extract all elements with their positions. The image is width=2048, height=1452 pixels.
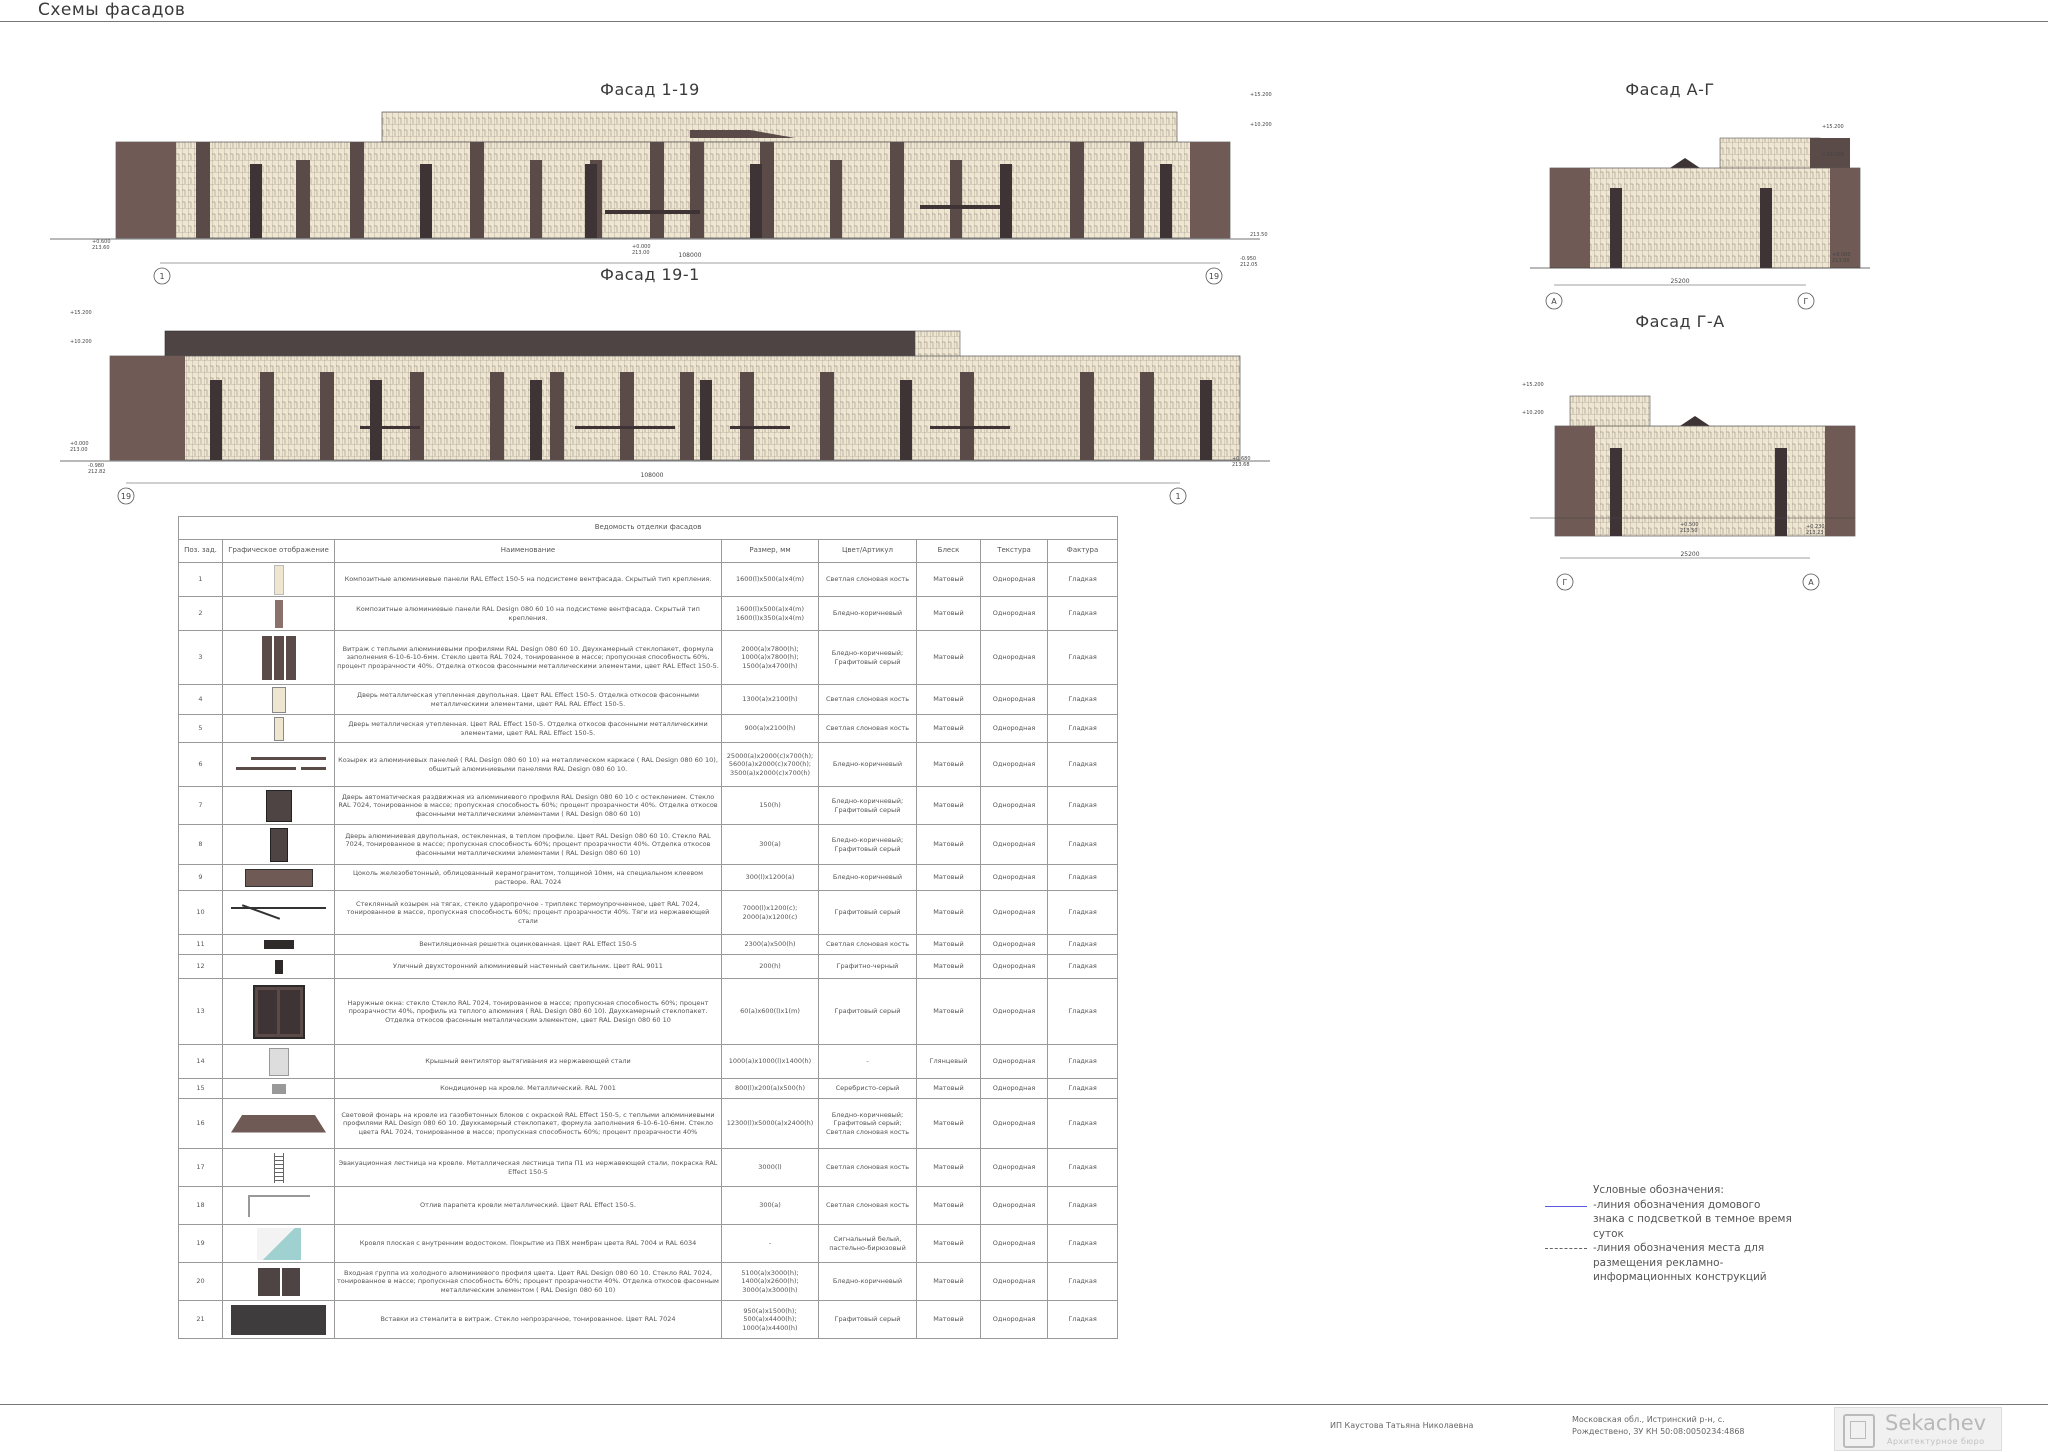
row-finish: Гладкая	[1048, 1225, 1118, 1263]
table-header: Блеск	[917, 540, 981, 563]
row-position: 8	[179, 825, 223, 865]
facade-g-a-level: 213.50	[1680, 528, 1698, 534]
row-texture: Однородная	[981, 979, 1048, 1045]
row-position: 9	[179, 865, 223, 891]
row-position: 20	[179, 1263, 223, 1301]
finish-swatch-icon	[225, 1195, 332, 1217]
table-row	[179, 935, 1118, 955]
sheet-title: Схемы фасадов	[38, 0, 186, 20]
row-gloss: Матовый	[917, 825, 981, 865]
finish-swatch-icon	[225, 960, 332, 974]
row-size: 200(h)	[722, 955, 819, 979]
row-finish: Гладкая	[1048, 1263, 1118, 1301]
facade-19-1-level: 213.00	[70, 447, 88, 453]
row-size: 2000(a)х7800(h); 1000(a)х7800(h); 1500(a)х4700(h)	[722, 631, 819, 685]
row-graphic	[223, 1149, 335, 1187]
row-texture: Однородная	[981, 631, 1048, 685]
row-gloss: Матовый	[917, 1263, 981, 1301]
finish-swatch-icon	[225, 1305, 332, 1335]
facade-g-a-level: +0.500	[1680, 522, 1699, 528]
facade-g-a-level: +10.200	[1522, 410, 1544, 416]
row-size: 25000(a)х2000(c)х700(h); 5600(a)х2000(c)х700(h); 3500(a)х2000(c)х700(h)	[722, 743, 819, 787]
row-size: 60(a)х600(l)х1(m)	[722, 979, 819, 1045]
table-row	[179, 1187, 1118, 1225]
row-size: 300(l)х1200(a)	[722, 865, 819, 891]
facade-19-1-title: Фасад 19-1	[600, 265, 700, 284]
finish-swatch-icon	[225, 600, 332, 628]
logo-name: Sekachev	[1885, 1411, 1987, 1435]
row-texture: Однородная	[981, 597, 1048, 631]
legend-line-dashed	[1545, 1248, 1587, 1249]
row-finish: Гладкая	[1048, 631, 1118, 685]
facade-1-19-axis-left: 1	[159, 272, 165, 281]
facade-1-19-level: +0.000	[632, 244, 651, 250]
finish-schedule-table	[178, 516, 1118, 1339]
facade-19-1-level: +10.200	[70, 339, 92, 345]
row-position: 10	[179, 891, 223, 935]
row-finish: Гладкая	[1048, 715, 1118, 743]
row-size: 5100(a)х3000(h); 1400(a)х2600(h); 3000(a)х3000(h)	[722, 1263, 819, 1301]
row-position: 5	[179, 715, 223, 743]
facade-1-19-level: 213.50	[1250, 232, 1268, 238]
row-name: Входная группа из холодного алюминиевого профиля цвета. Цвет RAL Design 080 60 10. Стекло RAL 7024, тонированное в массе; пропускная способность 60%; процент прозрачности 40%. Отделка откосов фасонным металлическим элементом ( RAL Design 080 60 10)	[335, 1263, 722, 1301]
finish-swatch-icon	[225, 1115, 332, 1133]
row-texture: Однородная	[981, 825, 1048, 865]
table-header: Поз. зад.	[179, 540, 223, 563]
facade-1-19-level: -0.950	[1240, 256, 1257, 262]
table-row	[179, 1079, 1118, 1099]
row-gloss: Глянцевый	[917, 1045, 981, 1079]
row-color: Графитовый серый	[819, 979, 917, 1045]
facade-19-1-level: 212.82	[88, 469, 106, 475]
row-gloss: Матовый	[917, 955, 981, 979]
row-gloss: Матовый	[917, 563, 981, 597]
row-graphic	[223, 1099, 335, 1149]
facade-g-a-level: 213.23	[1806, 530, 1824, 536]
row-gloss: Матовый	[917, 891, 981, 935]
row-name: Козырек из алюминиевых панелей ( RAL Design 080 60 10) на металлическом каркасе ( RAL Design 080 60 10), обшитый алюминиевыми панелями RAL Design 080 60 10.	[335, 743, 722, 787]
row-texture: Однородная	[981, 563, 1048, 597]
row-name: Вентиляционная решетка оцинкованная. Цвет RAL Effect 150-5	[335, 935, 722, 955]
row-finish: Гладкая	[1048, 979, 1118, 1045]
row-graphic	[223, 743, 335, 787]
facade-19-1-drawing	[60, 300, 1300, 510]
row-texture: Однородная	[981, 935, 1048, 955]
row-name: Световой фонарь на кровле из газобетонных блоков с окраской RAL Effect 150-5, с теплыми алюминиевыми профилями RAL Design 080 60 10. Двухкамерный стеклопакет, формула заполнения 6-10-6-10-6мм. Стекло цвета RAL 7024, тонированное в массе; пропускная способность 60%; процент прозрачности 40%	[335, 1099, 722, 1149]
row-graphic	[223, 1263, 335, 1301]
row-finish: Гладкая	[1048, 685, 1118, 715]
row-finish: Гладкая	[1048, 1079, 1118, 1099]
row-finish: Гладкая	[1048, 1149, 1118, 1187]
facade-a-g-level: 213.00	[1832, 258, 1850, 264]
table-row	[179, 1263, 1118, 1301]
row-gloss: Матовый	[917, 787, 981, 825]
finish-swatch-icon	[225, 940, 332, 949]
finish-swatch-icon	[225, 899, 332, 927]
row-color: Светлая слоновая кость	[819, 715, 917, 743]
legend-item-1: -линия обозначения домового знака с подсветкой в темное время суток	[1593, 1198, 1792, 1240]
row-finish: Гладкая	[1048, 955, 1118, 979]
finish-swatch-icon	[225, 1153, 332, 1183]
table-row	[179, 865, 1118, 891]
row-graphic	[223, 1187, 335, 1225]
row-name: Витраж с теплыми алюминиевыми профилями RAL Design 080 60 10. Двухкамерный стеклопакет, формула заполнения 6-10-6-10-6мм. Стекло цвета RAL 7024, тонированное в массе; пропускная способность 60%, процент прозрачности 40%. Отделка откосов фасонными металлическими элементами, цвет RAL Effect 150-5.	[335, 631, 722, 685]
row-size: 300(a)	[722, 1187, 819, 1225]
row-position: 19	[179, 1225, 223, 1263]
row-finish: Гладкая	[1048, 597, 1118, 631]
table-row	[179, 685, 1118, 715]
table-header: Текстура	[981, 540, 1048, 563]
row-finish: Гладкая	[1048, 1045, 1118, 1079]
finish-swatch-icon	[225, 636, 332, 680]
row-name: Дверь металлическая утепленная. Цвет RAL Effect 150-5. Отделка откосов фасонными металлическими элементами, цвет RAL RAL Effect 150-5.	[335, 715, 722, 743]
row-size: 1000(a)х1000(l)х1400(h)	[722, 1045, 819, 1079]
row-gloss: Матовый	[917, 715, 981, 743]
row-gloss: Матовый	[917, 685, 981, 715]
finish-swatch-icon	[225, 757, 332, 773]
facade-g-a-drawing	[1510, 378, 1870, 598]
table-row	[179, 1149, 1118, 1187]
finish-swatch-icon	[225, 1048, 332, 1076]
facade-1-19-level: 212.05	[1240, 262, 1258, 268]
facade-a-g-level: +0.000	[1832, 252, 1851, 258]
row-gloss: Матовый	[917, 631, 981, 685]
finish-swatch-icon	[225, 1084, 332, 1094]
facade-19-1-level: 213.68	[1232, 462, 1250, 468]
row-color: Бледно-коричневый	[819, 865, 917, 891]
row-graphic	[223, 891, 335, 935]
legend-line-blue	[1545, 1206, 1587, 1207]
facade-1-19-level: 213.00	[632, 250, 650, 256]
row-texture: Однородная	[981, 955, 1048, 979]
facade-1-19-axis-right: 19	[1208, 272, 1220, 281]
facade-19-1-axis-left: 19	[120, 492, 132, 501]
row-size: 12300(l)х5000(a)х2400(h)	[722, 1099, 819, 1149]
row-texture: Однородная	[981, 1045, 1048, 1079]
table-row	[179, 891, 1118, 935]
facade-a-g-axis-left: А	[1551, 297, 1557, 306]
table-header: Размер, мм	[722, 540, 819, 563]
row-finish: Гладкая	[1048, 1301, 1118, 1339]
row-position: 11	[179, 935, 223, 955]
row-graphic	[223, 715, 335, 743]
table-row	[179, 563, 1118, 597]
row-gloss: Матовый	[917, 597, 981, 631]
finish-swatch-icon	[225, 565, 332, 595]
row-graphic	[223, 1301, 335, 1339]
footer-author: ИП Каустова Татьяна Николаевна	[1330, 1421, 1474, 1430]
table-row	[179, 1045, 1118, 1079]
row-graphic	[223, 935, 335, 955]
row-gloss: Матовый	[917, 865, 981, 891]
row-finish: Гладкая	[1048, 787, 1118, 825]
facade-1-19-dim: 108000	[678, 252, 702, 259]
row-finish: Гладкая	[1048, 563, 1118, 597]
row-texture: Однородная	[981, 685, 1048, 715]
facade-g-a-title: Фасад Г-А	[1635, 312, 1725, 331]
row-size: 800(l)х200(a)х500(h)	[722, 1079, 819, 1099]
finish-swatch-icon	[225, 717, 332, 741]
row-gloss: Матовый	[917, 1187, 981, 1225]
row-graphic	[223, 865, 335, 891]
facade-1-19-level: +0.600	[92, 239, 111, 245]
row-color: Сигнальный белый, пастельно-бирюзовый	[819, 1225, 917, 1263]
row-texture: Однородная	[981, 1079, 1048, 1099]
row-color: Графитовый серый	[819, 891, 917, 935]
row-size: 150(h)	[722, 787, 819, 825]
table-header: Графическое отображение	[223, 540, 335, 563]
facade-19-1-axis-right: 1	[1175, 492, 1181, 501]
row-size: 3000(l)	[722, 1149, 819, 1187]
row-gloss: Матовый	[917, 1079, 981, 1099]
row-position: 14	[179, 1045, 223, 1079]
row-size: 900(a)х2100(h)	[722, 715, 819, 743]
row-size: 1600(l)х500(a)х4(m)	[722, 563, 819, 597]
row-color: Светлая слоновая кость	[819, 1149, 917, 1187]
facade-1-19-drawing	[50, 92, 1290, 290]
table-row	[179, 825, 1118, 865]
row-position: 4	[179, 685, 223, 715]
row-finish: Гладкая	[1048, 825, 1118, 865]
row-position: 3	[179, 631, 223, 685]
facade-19-1-dim: 108000	[640, 472, 664, 479]
row-graphic	[223, 563, 335, 597]
row-texture: Однородная	[981, 1149, 1048, 1187]
row-graphic	[223, 979, 335, 1045]
row-name: Дверь алюминиевая двупольная, остекленная, в теплом профиле. Цвет RAL Design 080 60 10. Стекло RAL 7024, тонированное в массе; пропускная способность 60%; процент прозрачности 40%. Отделка откосов фасонными металлическими элементами ( RAL Design 080 60 10)	[335, 825, 722, 865]
row-name: Эвакуационная лестница на кровле. Металлическая лестница типа П1 из нержавеющей стали, покраска RAL Effect 150-5	[335, 1149, 722, 1187]
facade-1-19-level: +15.200	[1250, 92, 1272, 98]
row-color: -	[819, 1045, 917, 1079]
row-gloss: Матовый	[917, 743, 981, 787]
row-position: 2	[179, 597, 223, 631]
facade-a-g-dim: 25200	[1670, 278, 1690, 285]
table-row	[179, 743, 1118, 787]
row-color: Бледно-коричневый; Графитовый серый	[819, 825, 917, 865]
row-name: Дверь металлическая утепленная двупольная. Цвет RAL Effect 150-5. Отделка откосов фасонными металлическими элементами, цвет RAL RAL Effect 150-5.	[335, 685, 722, 715]
table-header: Наименование	[335, 540, 722, 563]
facade-1-19-level: +10.200	[1250, 122, 1272, 128]
row-graphic	[223, 825, 335, 865]
row-texture: Однородная	[981, 1263, 1048, 1301]
row-color: Бледно-коричневый; Графитовый серый; Светлая слоновая кость	[819, 1099, 917, 1149]
logo-icon	[1843, 1414, 1875, 1448]
table-row	[179, 631, 1118, 685]
row-graphic	[223, 685, 335, 715]
row-name: Стеклянный козырек на тягах, стекло ударопрочное - триплекс термоупрочненное, цвет RAL 7024, тонированное в массе, пропускная способность 60%; процент прозрачности 40%. Тяги из нержавеющей стали	[335, 891, 722, 935]
row-finish: Гладкая	[1048, 935, 1118, 955]
row-graphic	[223, 631, 335, 685]
facade-1-19-title: Фасад 1-19	[600, 80, 700, 99]
row-name: Кондиционер на кровле. Металлический. RAL 7001	[335, 1079, 722, 1099]
facade-g-a-level: +15.200	[1522, 382, 1544, 388]
row-name: Композитные алюминиевые панели RAL Effect 150-5 на подсистеме вентфасада. Скрытый тип крепления.	[335, 563, 722, 597]
legend-item-2: -линия обозначения места для размещения рекламно-информационных конструкций	[1593, 1242, 1767, 1283]
row-size: 300(a)	[722, 825, 819, 865]
table-row	[179, 979, 1118, 1045]
facade-g-a-dim: 25200	[1680, 551, 1700, 558]
row-graphic	[223, 955, 335, 979]
row-color: Светлая слоновая кость	[819, 1187, 917, 1225]
facade-g-a-axis-left: Г	[1562, 578, 1568, 587]
facade-19-1-level: +0.680	[1232, 456, 1251, 462]
row-position: 12	[179, 955, 223, 979]
row-color: Бледно-коричневый; Графитовый серый	[819, 787, 917, 825]
facade-a-g-axis-right: Г	[1803, 297, 1809, 306]
row-color: Бледно-коричневый; Графитовый серый	[819, 631, 917, 685]
facade-19-1-level: +0.000	[70, 441, 89, 447]
row-gloss: Матовый	[917, 935, 981, 955]
top-divider	[0, 21, 2048, 22]
row-size: 2300(a)х500(h)	[722, 935, 819, 955]
row-color: Графитно-черный	[819, 955, 917, 979]
row-gloss: Матовый	[917, 1149, 981, 1187]
finish-swatch-icon	[225, 869, 332, 887]
row-gloss: Матовый	[917, 1301, 981, 1339]
row-texture: Однородная	[981, 715, 1048, 743]
finish-swatch-icon	[225, 790, 332, 822]
table-row	[179, 1301, 1118, 1339]
facade-a-g-title: Фасад А-Г	[1625, 80, 1715, 99]
row-size: 1600(l)х500(a)х4(m) 1600(l)х350(a)х4(m)	[722, 597, 819, 631]
row-texture: Однородная	[981, 1225, 1048, 1263]
row-position: 18	[179, 1187, 223, 1225]
row-graphic	[223, 1045, 335, 1079]
row-finish: Гладкая	[1048, 891, 1118, 935]
row-name: Композитные алюминиевые панели RAL Design 080 60 10 на подсистеме вентфасада. Скрытый тип крепления.	[335, 597, 722, 631]
row-position: 16	[179, 1099, 223, 1149]
table-row	[179, 597, 1118, 631]
row-graphic	[223, 1225, 335, 1263]
row-position: 13	[179, 979, 223, 1045]
table-body	[179, 563, 1118, 1339]
row-name: Цоколь железобетонный, облицованный керамогранитом, толщиной 10мм, на специальном клеевом растворе. RAL 7024	[335, 865, 722, 891]
finish-swatch-icon	[225, 1228, 332, 1260]
table-row	[179, 1099, 1118, 1149]
finish-swatch-icon	[225, 1268, 332, 1296]
table-caption: Ведомость отделки фасадов	[179, 517, 1118, 540]
row-texture: Однородная	[981, 1099, 1048, 1149]
row-texture: Однородная	[981, 787, 1048, 825]
finish-swatch-icon	[225, 828, 332, 862]
row-color: Бледно-коричневый	[819, 1263, 917, 1301]
table-header: Цвет/Артикул	[819, 540, 917, 563]
row-name: Уличный двухсторонний алюминиевый настенный светильник. Цвет RAL 9011	[335, 955, 722, 979]
row-color: Бледно-коричневый	[819, 743, 917, 787]
row-gloss: Матовый	[917, 1099, 981, 1149]
row-gloss: Матовый	[917, 979, 981, 1045]
bottom-divider	[0, 1404, 2048, 1405]
company-logo	[1834, 1407, 2002, 1451]
row-color: Светлая слоновая кость	[819, 685, 917, 715]
facade-g-a-axis-right: А	[1808, 578, 1814, 587]
facade-a-g-level: +15.200	[1822, 124, 1844, 130]
row-graphic	[223, 597, 335, 631]
facade-19-1-level: -0.980	[88, 463, 105, 469]
facade-g-a-level: +0.230	[1806, 524, 1825, 530]
row-finish: Гладкая	[1048, 1187, 1118, 1225]
finish-swatch-icon	[225, 985, 332, 1039]
row-texture: Однородная	[981, 1187, 1048, 1225]
row-position: 1	[179, 563, 223, 597]
row-size: 950(a)х1500(h); 500(a)х4400(h); 1000(a)х4400(h)	[722, 1301, 819, 1339]
finish-swatch-icon	[225, 687, 332, 713]
row-name: Крышный вентилятор вытягивания из нержавеющей стали	[335, 1045, 722, 1079]
row-position: 17	[179, 1149, 223, 1187]
table-header: Фактура	[1048, 540, 1118, 563]
facade-a-g-drawing	[1510, 118, 1870, 318]
row-color: Серебристо-серый	[819, 1079, 917, 1099]
table-row	[179, 715, 1118, 743]
row-color: Бледно-коричневый	[819, 597, 917, 631]
row-graphic	[223, 1079, 335, 1099]
row-name: Вставки из стемалита в витраж. Стекло непрозрачное, тонированное. Цвет RAL 7024	[335, 1301, 722, 1339]
row-finish: Гладкая	[1048, 865, 1118, 891]
row-position: 21	[179, 1301, 223, 1339]
row-position: 7	[179, 787, 223, 825]
row-finish: Гладкая	[1048, 743, 1118, 787]
row-position: 6	[179, 743, 223, 787]
facade-19-1-level: +15.200	[70, 310, 92, 316]
row-color: Светлая слоновая кость	[819, 935, 917, 955]
table-row	[179, 955, 1118, 979]
row-size: 1300(a)х2100(h)	[722, 685, 819, 715]
row-texture: Однородная	[981, 1301, 1048, 1339]
facade-a-g-level: +10.200	[1822, 152, 1844, 158]
row-name: Наружные окна: стекло Стекло RAL 7024, тонированное в массе; пропускная способность 60%; процент прозрачности 40%, профиль из теплого алюминия ( RAL Design 080 60 10). Двухкамерный стеклопакет. Отделка откосов фасонным металлическим элементом, цвет RAL Design 080 60 10	[335, 979, 722, 1045]
row-name: Отлив парапета кровли металлический. Цвет RAL Effect 150-5.	[335, 1187, 722, 1225]
row-graphic	[223, 787, 335, 825]
footer-address: Московская обл., Истринский р-н, с. Рождествено, ЗУ КН 50:08:0050234:4868	[1572, 1415, 1745, 1436]
row-color: Графитовый серый	[819, 1301, 917, 1339]
row-texture: Однородная	[981, 865, 1048, 891]
row-size: -	[722, 1225, 819, 1263]
table-row	[179, 787, 1118, 825]
row-texture: Однородная	[981, 891, 1048, 935]
row-gloss: Матовый	[917, 1225, 981, 1263]
facade-1-19-level: 213.60	[92, 245, 110, 251]
legend-title: Условные обозначения:	[1593, 1184, 1724, 1196]
logo-subtitle: Архитектурное бюро	[1887, 1437, 1985, 1446]
row-size: 7000(l)х1200(c); 2000(a)х1200(c)	[722, 891, 819, 935]
table-row	[179, 1225, 1118, 1263]
row-texture: Однородная	[981, 743, 1048, 787]
row-color: Светлая слоновая кость	[819, 563, 917, 597]
row-name: Кровля плоская с внутренним водостоком. Покрытие из ПВХ мембран цвета RAL 7004 и RAL 6034	[335, 1225, 722, 1263]
row-finish: Гладкая	[1048, 1099, 1118, 1149]
row-name: Дверь автоматическая раздвижная из алюминиевого профиля RAL Design 080 60 10 с остеклением. Стекло RAL 7024, тонированное в массе; пропускная способность 60%; процент прозрачности 40%. Отделка откосов фасонными металлическими элементами ( RAL Design 080 60 10)	[335, 787, 722, 825]
row-position: 15	[179, 1079, 223, 1099]
